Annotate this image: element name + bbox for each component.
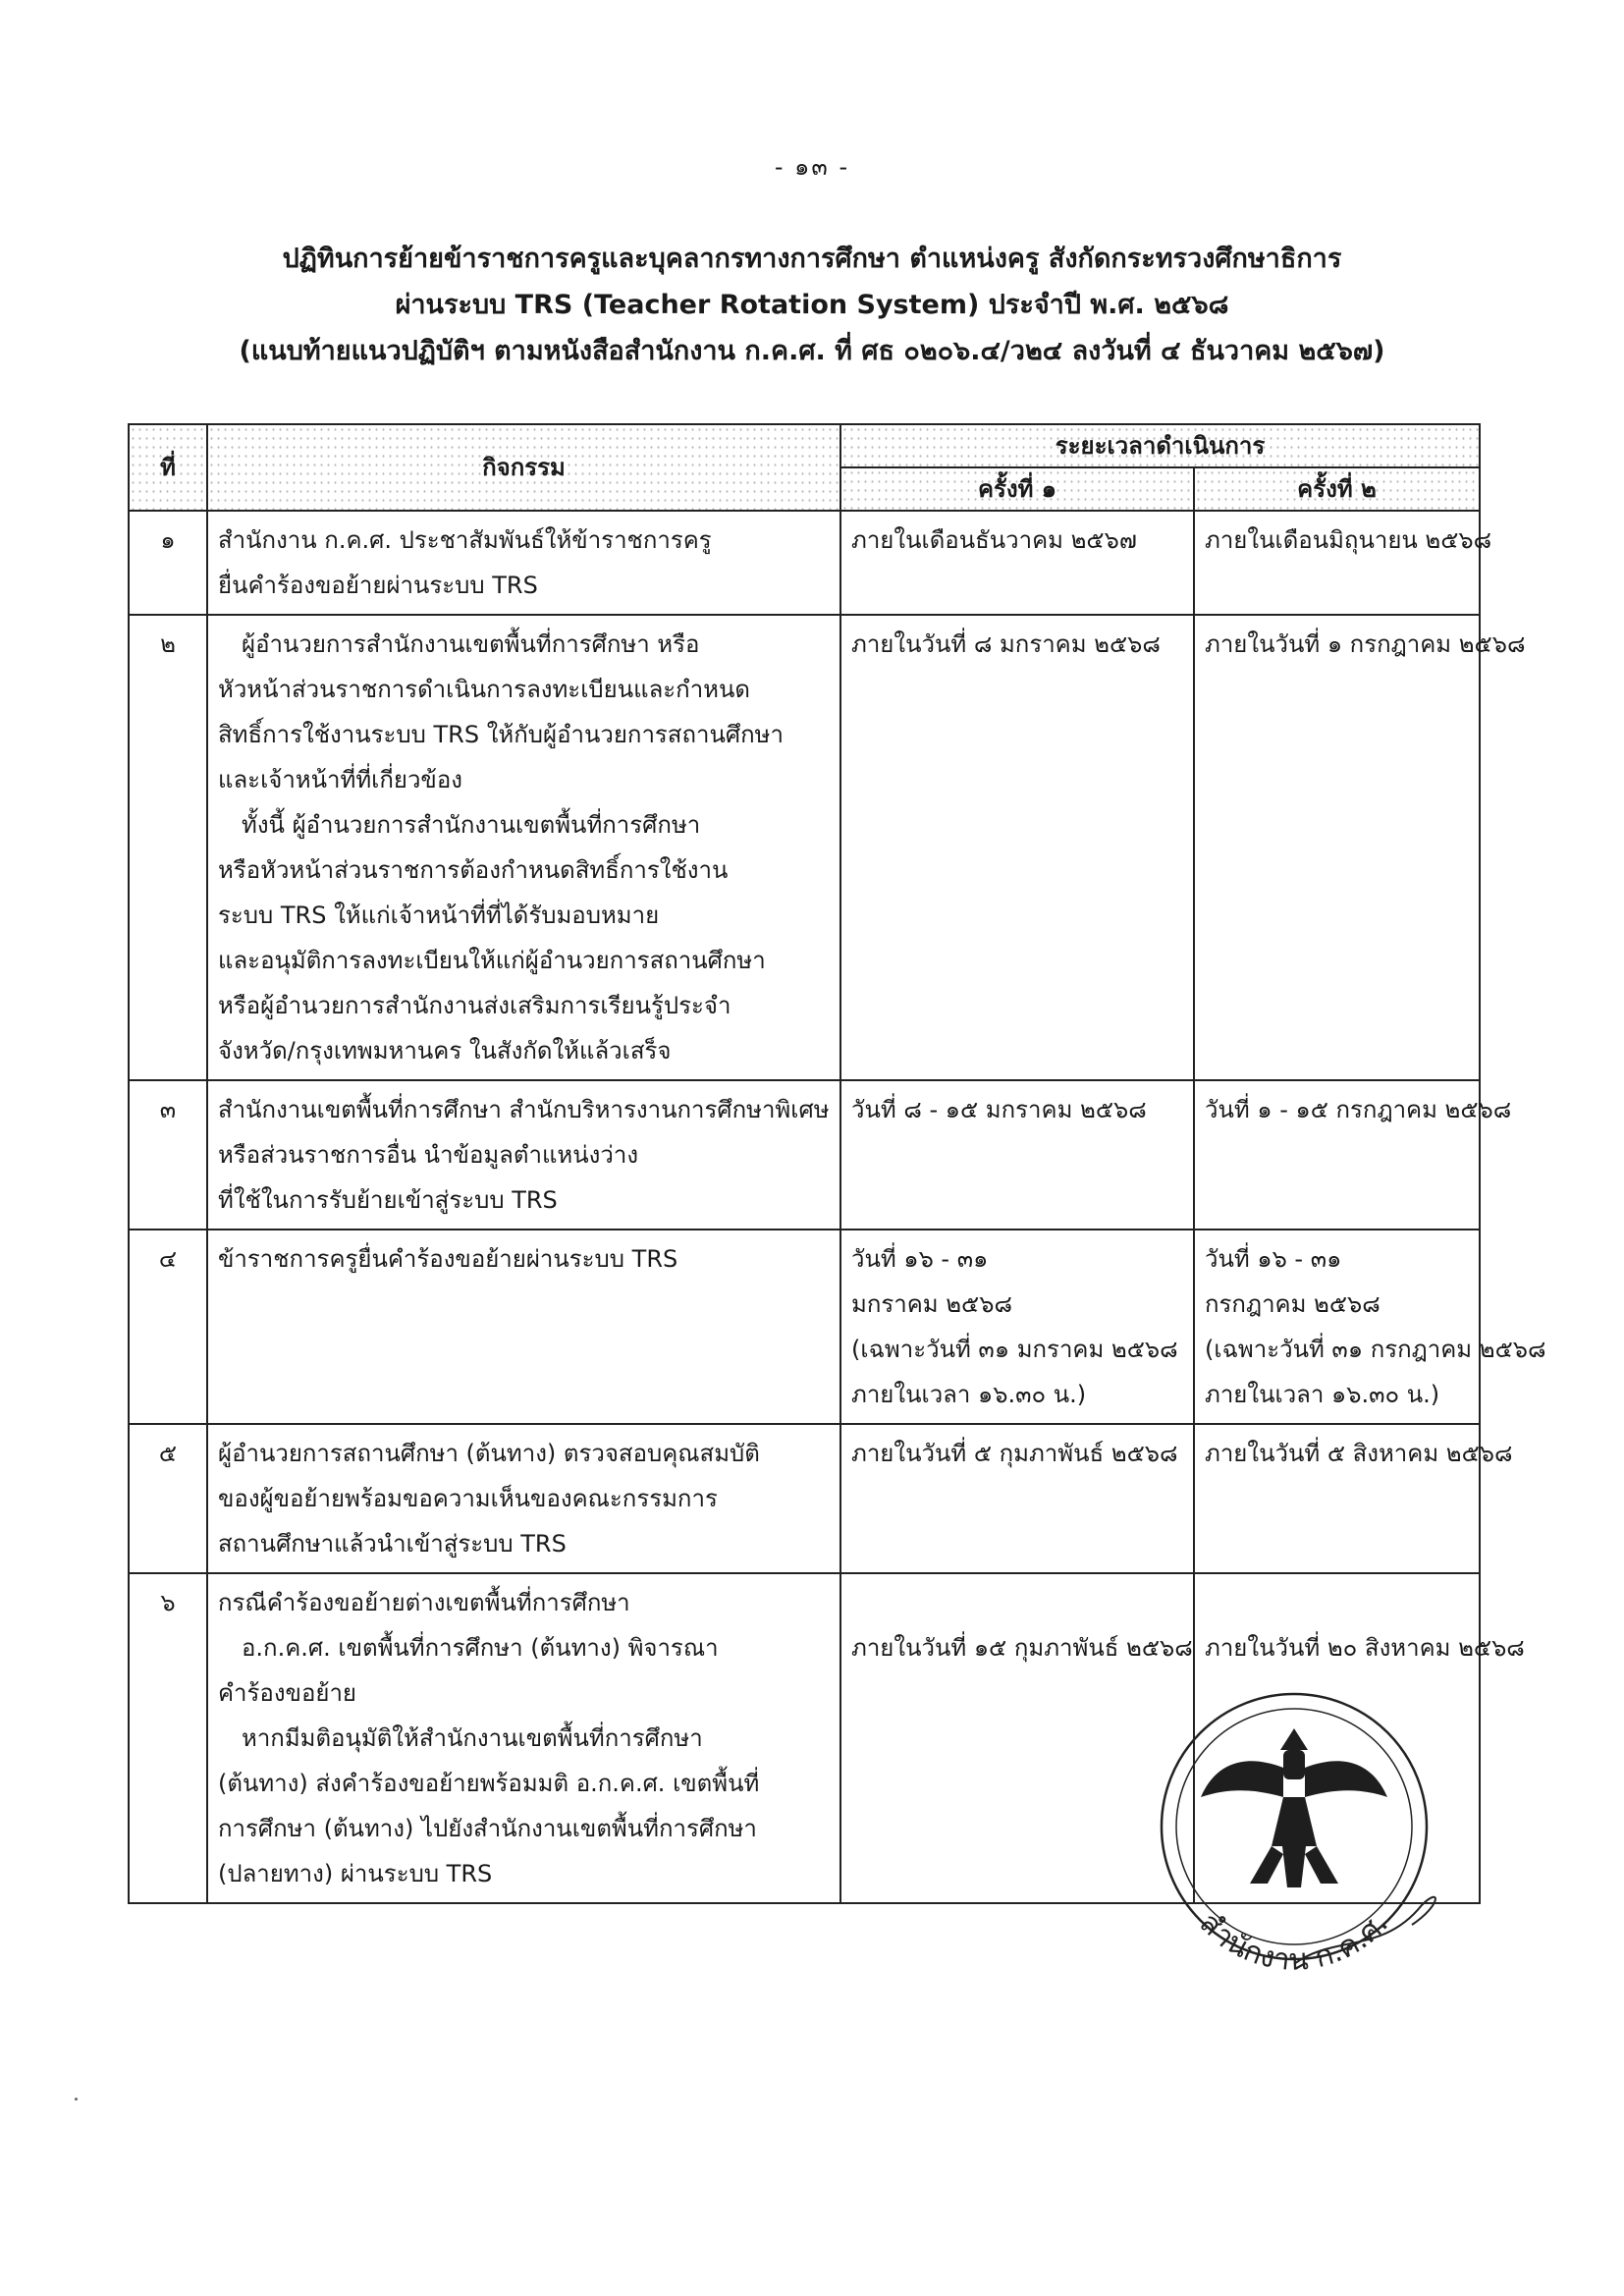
round-1-cell-line: มกราคม ๒๕๖๘ (851, 1290, 1012, 1318)
seal-text: สำนักงาน ก.ค.ศ. (1192, 1905, 1395, 1978)
round-1-cell-line (851, 1580, 1183, 1625)
round-1-cell-line: (เฉพาะวันที่ ๓๑ มกราคม ๒๕๖๘ (851, 1336, 1178, 1363)
round-1-cell-line: ภายในวันที่ ๕ กุมภาพันธ์ ๒๕๖๘ (851, 1440, 1178, 1467)
header-number: ที่ (129, 424, 207, 511)
activity-cell-line: จังหวัด/กรุงเทพมหานคร ในสังกัดให้แล้วเสร็จ (218, 1037, 672, 1065)
activity-cell-line: อ.ก.ค.ศ. เขตพื้นที่การศึกษา (ต้นทาง) พิจารณา (242, 1634, 719, 1662)
round-2-cell-line: วันที่ ๑ - ๑๕ กรกฎาคม ๒๕๖๘ (1205, 1096, 1512, 1123)
round-2-cell-line: กรกฎาคม ๒๕๖๘ (1205, 1290, 1380, 1318)
activity-cell-line: (ต้นทาง) ส่งคำร้องขอย้ายพร้อมมติ อ.ก.ค.ศ. เขตพื้นที่ (218, 1770, 760, 1797)
round-2-cell (1194, 615, 1526, 1080)
activity-cell-line: คำร้องขอย้าย (218, 1679, 356, 1707)
activity-cell-line: หัวหน้าส่วนราชการดำเนินการลงทะเบียนและกำหนด (218, 676, 750, 703)
round-2-cell (1194, 511, 1492, 615)
round-1-cell-line: วันที่ ๘ - ๑๕ มกราคม ๒๕๖๘ (851, 1096, 1147, 1123)
round-1-cell (840, 1080, 1194, 1230)
activity-cell-line: กรณีคำร้องขอย้ายต่างเขตพื้นที่การศึกษา (218, 1589, 630, 1616)
scan-dot (75, 2098, 78, 2101)
round-1-cell-line: วันที่ ๑๖ - ๓๑ (851, 1245, 989, 1273)
heading-line-1: ปฏิทินการย้ายข้าราชการครูและบุคลากรทางการศึกษา ตำแหน่งครู สังกัดกระทรวงศึกษาธิการ (282, 244, 1342, 274)
activity-cell-line: และอนุมัติการลงทะเบียนให้แก่ผู้อำนวยการสถานศึกษา (218, 947, 766, 974)
round-2-cell-line: (เฉพาะวันที่ ๓๑ กรกฎาคม ๒๕๖๘ (1205, 1336, 1546, 1363)
document-heading (196, 236, 1428, 374)
header-activity: กิจกรรม (207, 424, 840, 511)
round-2-cell-line: ภายในวันที่ ๕ สิงหาคม ๒๕๖๘ (1205, 1440, 1513, 1467)
activity-cell-line: สำนักงานเขตพื้นที่การศึกษา สำนักบริหารงานการศึกษาพิเศษ (218, 1096, 830, 1123)
row-number: ๑ (129, 511, 207, 615)
activity-cell-line: ผู้อำนวยการสำนักงานเขตพื้นที่การศึกษา หรือ (242, 630, 700, 658)
activity-cell-line: ของผู้ขอย้ายพร้อมขอความเห็นของคณะกรรมการ (218, 1485, 718, 1512)
activity-cell (207, 615, 840, 1080)
round-1-cell-line: ภายในวันที่ ๘ มกราคม ๒๕๖๘ (851, 630, 1161, 658)
activity-cell-line: หรือผู้อำนวยการสำนักงานส่งเสริมการเรียนรู้ประจำ (218, 992, 731, 1019)
round-2-cell-line: ภายในวันที่ ๒๐ สิงหาคม ๒๕๖๘ (1205, 1634, 1525, 1662)
round-1-cell-line: ภายในวันที่ ๑๕ กุมภาพันธ์ ๒๕๖๘ (851, 1634, 1193, 1662)
heading-line-3: (แนบท้ายแนวปฏิบัติฯ ตามหนังสือสำนักงาน ก.ค.ศ. ที่ ศธ ๐๒๐๖.๔/ว๒๔ ลงวันที่ ๔ ธันวาคม ๒๕๖๗) (239, 336, 1385, 366)
table-row (129, 511, 1480, 615)
round-1-cell-line: ภายในเวลา ๑๖.๓๐ น.) (851, 1381, 1087, 1408)
round-2-cell (1194, 1080, 1512, 1230)
table-row (129, 1080, 1480, 1230)
activity-cell (207, 1573, 840, 1903)
table-row (129, 1424, 1480, 1573)
activity-cell-line: ทั้งนี้ ผู้อำนวยการสำนักงานเขตพื้นที่การศึกษา (242, 811, 701, 839)
activity-cell-line: สถานศึกษาแล้วนำเข้าสู่ระบบ TRS (218, 1530, 567, 1558)
heading-line-2: ผ่านระบบ TRS (Teacher Rotation System) ประจำปี พ.ศ. ๒๕๖๘ (395, 290, 1229, 320)
table-row (129, 615, 1480, 1080)
activity-cell-line: ที่ใช้ในการรับย้ายเข้าสู่ระบบ TRS (218, 1186, 558, 1214)
activity-cell-line: (ปลายทาง) ผ่านระบบ TRS (218, 1860, 493, 1887)
activity-cell-line: ผู้อำนวยการสถานศึกษา (ต้นทาง) ตรวจสอบคุณสมบัติ (218, 1440, 760, 1467)
activity-cell-line: หากมีมติอนุมัติให้สำนักงานเขตพื้นที่การศึกษา (242, 1724, 703, 1752)
activity-cell-line: ยื่นคำร้องขอย้ายผ่านระบบ TRS (218, 572, 538, 599)
round-2-cell (1194, 1424, 1513, 1573)
activity-cell-line: หรือหัวหน้าส่วนราชการต้องกำหนดสิทธิ์การใช้งาน (218, 856, 729, 884)
round-2-cell-line: ภายในเวลา ๑๖.๓๐ น.) (1205, 1381, 1440, 1408)
table-row (129, 1230, 1480, 1424)
round-2-cell-line: ภายในวันที่ ๑ กรกฎาคม ๒๕๖๘ (1205, 630, 1526, 658)
header-period: ระยะเวลาดำเนินการ (840, 424, 1480, 467)
round-2-cell-line (1205, 1580, 1469, 1625)
activity-cell (207, 1230, 840, 1424)
activity-cell (207, 1080, 840, 1230)
garuda-seal-icon (1147, 1660, 1441, 2033)
activity-cell (207, 511, 840, 615)
activity-cell-line: ระบบ TRS ให้แก่เจ้าหน้าที่ที่ได้รับมอบหมาย (218, 902, 660, 929)
activity-cell-line: การศึกษา (ต้นทาง) ไปยังสำนักงานเขตพื้นที่การศึกษา (218, 1815, 757, 1842)
round-2-cell (1194, 1230, 1546, 1424)
activity-cell-line: สำนักงาน ก.ค.ศ. ประชาสัมพันธ์ให้ข้าราชการครู (218, 526, 712, 554)
header-round-1: ครั้งที่ ๑ (840, 467, 1194, 511)
header-round-2: ครั้งที่ ๒ (1194, 467, 1480, 511)
round-1-cell-line: ภายในเดือนธันวาคม ๒๕๖๗ (851, 526, 1137, 554)
activity-cell-line: ข้าราชการครูยื่นคำร้องขอย้ายผ่านระบบ TRS (218, 1245, 678, 1273)
round-1-cell (840, 1573, 1194, 1903)
round-2-cell-line: ภายในเดือนมิถุนายน ๒๕๖๘ (1205, 526, 1492, 554)
activity-cell-line: สิทธิ์การใช้งานระบบ TRS ให้กับผู้อำนวยการสถานศึกษา (218, 721, 784, 748)
page-number: - ๑๓ - (774, 153, 850, 181)
row-number: ๖ (129, 1573, 207, 1903)
round-1-cell (840, 1230, 1194, 1424)
round-1-cell (840, 511, 1194, 615)
activity-cell (207, 1424, 840, 1573)
row-number: ๔ (129, 1230, 207, 1424)
activity-cell-line: และเจ้าหน้าที่ที่เกี่ยวข้อง (218, 766, 462, 793)
round-1-cell (840, 615, 1194, 1080)
round-2-cell-line: วันที่ ๑๖ - ๓๑ (1205, 1245, 1342, 1273)
row-number: ๓ (129, 1080, 207, 1230)
round-1-cell (840, 1424, 1194, 1573)
row-number: ๒ (129, 615, 207, 1080)
row-number: ๕ (129, 1424, 207, 1573)
activity-cell-line: หรือส่วนราชการอื่น นำข้อมูลตำแหน่งว่าง (218, 1141, 639, 1169)
